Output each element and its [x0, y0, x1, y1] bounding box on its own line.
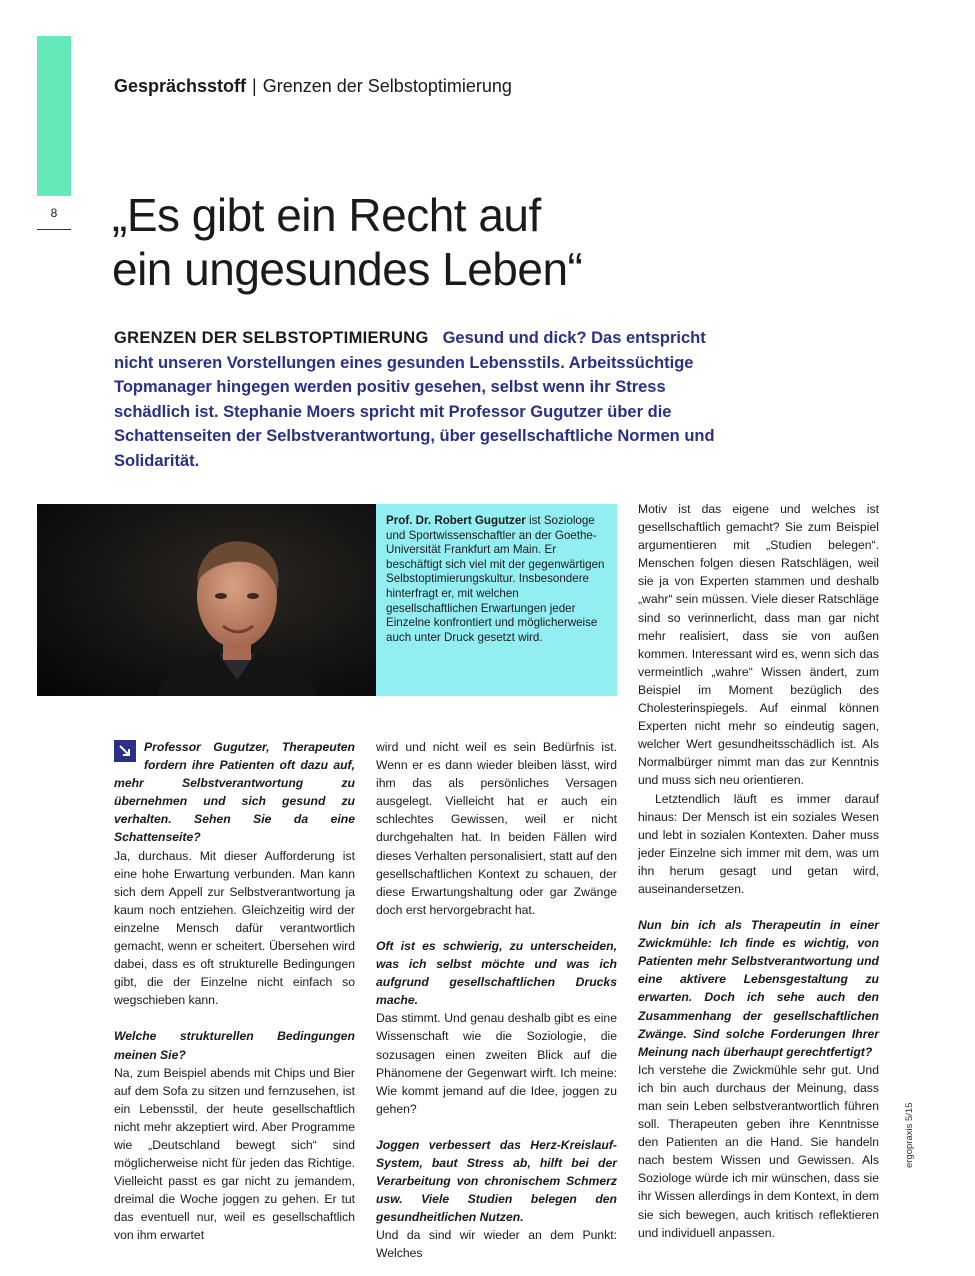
- page-number: 8: [50, 206, 58, 220]
- question-5: Nun bin ich als Therapeutin in einer Zwickmühle: Ich finde es wichtig, von Patienten mehr Selbstverantwortung und eine aktivere Lebensgestaltung zu erwarten. Doch ich sehe auch den Zusammenhang der gesellschaftlichen Zwänge. Sind solche Forderungen Ihrer Meinung nach überhaupt gerechtfertigt?: [638, 918, 879, 1059]
- question-2: Welche strukturellen Bedingungen meinen Sie?: [114, 1029, 355, 1062]
- arrow-down-right-icon: [114, 740, 136, 762]
- answer-4: Und da sind wir wieder an dem Punkt: Welches: [376, 1228, 617, 1261]
- question-4: Joggen verbessert das Herz-Kreislauf-System, baut Stress ab, hilft bei der Verarbeitung von chronischem Schmerz usw. Viele Studien belegen den gesundheitlichen Nutzen.: [376, 1137, 617, 1225]
- headline: [112, 188, 582, 296]
- answer-2: Na, zum Beispiel abends mit Chips und Bier auf dem Sofa zu sitzen und fernzusehen, ist ein Lebensstil, der heute gesellschaftlich nicht mehr akzeptiert wird. Aber Programme wie „Deutschland bewegt sich“ sind möglicherweise nicht für jeden das Richtige. Vielleicht passt es gar nicht zu jemandem, dreimal die Woche joggen zu gehen. Er tut das eventuell nur, weil es gesellschaftlich von ihm erwartet: [114, 1065, 355, 1243]
- rubric-section: Gesprächsstoff: [114, 76, 247, 96]
- question-3: Oft ist es schwierig, zu unterscheiden, was ich selbst möchte und was ich aufgrund gesellschaftlichen Drucks mache.: [376, 938, 617, 1008]
- rubric-separator: |: [252, 76, 257, 96]
- portrait-photo: [37, 504, 376, 696]
- answer-1: Ja, durchaus. Mit dieser Aufforderung ist eine hohe Erwartung verbunden. Man kann sich dem Appell zur Selbstverantwortung ja kaum noch entziehen. Gleichzeitig wird der einzelne Mensch dafür verantwortlich gemacht, wenn er scheitert. Übersehen wird dabei, dass es oft strukturelle Bedingungen gibt, die der Einzelne nicht einfach so wegschieben kann.: [114, 848, 355, 1008]
- lead-kicker: GRENZEN DER SELBSTOPTIMIERUNG: [114, 329, 429, 347]
- accent-bar: [37, 36, 71, 196]
- headline-line-1: „Es gibt ein Recht auf: [112, 189, 541, 241]
- answer-4-paragraph-2: Letztendlich läuft es immer darauf hinaus: Der Mensch ist ein soziales Wesen und lebt in sozialen Kontexten. Daher muss jeder Einzelne sich immer mit dem, was um ihn herum gesagt und getan wird, auseinandersetzen.: [638, 791, 879, 896]
- headline-line-2: ein ungesundes Leben“: [112, 243, 583, 295]
- page-number-rule: [37, 229, 71, 230]
- answer-4-continued: Motiv ist das eigene und welches ist gesellschaftlich gemacht? Sie zum Beispiel argumentieren mit „Studien belegen“. Menschen folgen diesen Ratschlägen, weil sie ja von Experten stammen und deshalb „wahr“ sein müssen. Viele dieser Ratschläge sind so verinnerlicht, dass man gar nicht mehr realisiert, dass sie von außen kommen. Interessant wird es, wenn sich das vermeintlich „wahre“ Wissen ändert, zum Beispiel im Moment bezüglich des Cholesterinspiegels. Auf einmal können Experten nicht mehr so eindeutig sagen, welcher Wert gesundheitsschädlich ist. Als Normalbürger nimmt man das zur Kenntnis und muss sich neu orientieren.: [638, 502, 879, 788]
- author-bio-box: [376, 504, 617, 696]
- portrait-illustration: [37, 504, 376, 696]
- bio-name: Prof. Dr. Robert Gugutzer: [386, 514, 526, 527]
- journal-footer: ergopraxis 5/15: [904, 1102, 915, 1168]
- rubric-topic: Grenzen der Selbstoptimierung: [262, 76, 512, 96]
- answer-2-continued: wird und nicht weil es sein Bedürfnis ist. Wenn er es dann wieder bleiben lässt, wird ihm das als persönliches Versagen ausgelegt. Vielleicht hat er auch ein schlechtes Gewissen, weil er nicht durchgehalten hat. In beiden Fällen wird dieses Verhalten personalisiert, statt auf den gesellschaftlichen Kontext zu schauen, der diese Erwartungshaltung oder gar Zwänge doch erst hervorgebracht hat.: [376, 740, 617, 917]
- question-1: Professor Gugutzer, Therapeuten fordern ihre Patienten oft dazu auf, mehr Selbstverantwortung zu übernehmen und sich gesund zu verhalten. Sehen Sie da eine Schattenseite?: [114, 740, 355, 845]
- article-column-1: [114, 738, 355, 1245]
- lead-paragraph: [114, 326, 726, 473]
- answer-3: Das stimmt. Und genau deshalb gibt es eine Wissenschaft wie die Soziologie, die sozusagen einen zweiten Blick auf die Phänomene der Gegenwart wirft. Ich meine: Wie kommt jemand auf die Idee, joggen zu gehen?: [376, 1011, 617, 1116]
- lead-text: Gesund und dick? Das entspricht nicht unseren Vorstellungen eines gesunden Lebensstils. Arbeitssüchtige Topmanager hingegen werden positiv gesehen, selbst wenn ihr Stress schädlich ist. Stephanie Moers spricht mit Professor Gugutzer über die Schattenseiten der Selbstverantwortung, über gesellschaftliche Normen und Solidarität.: [114, 329, 715, 470]
- answer-5: Ich verstehe die Zwickmühle sehr gut. Und ich bin auch durchaus der Meinung, dass man sein Leben selbstverantwortlich führen soll. Therapeuten geben ihre Kenntnisse den Patienten an die Hand. Sie handeln nach bestem Wissen und Gewissen. Als Soziologe würde ich mir wünschen, dass sie ihr Wissen allerdings in dem Kontext, in dem sie sich bewegen, auch kritisch reflektieren und individuell anpassen.: [638, 1062, 879, 1240]
- section-rubric: [114, 76, 512, 97]
- article-column-3: [638, 500, 879, 1242]
- bio-text: ist Soziologe und Sportwissenschaftler an der Goethe-Universität Frankfurt am Main. Er beschäftigt sich viel mit der gegenwärtigen Selbstoptimierungskultur. Insbesondere hinterfragt er, mit welchen gesellschaftlichen Erwartungen jeder Einzelne konfrontiert und möglicherweise auch unter Druck gesetzt wird.: [386, 514, 605, 644]
- article-column-2: [376, 738, 617, 1263]
